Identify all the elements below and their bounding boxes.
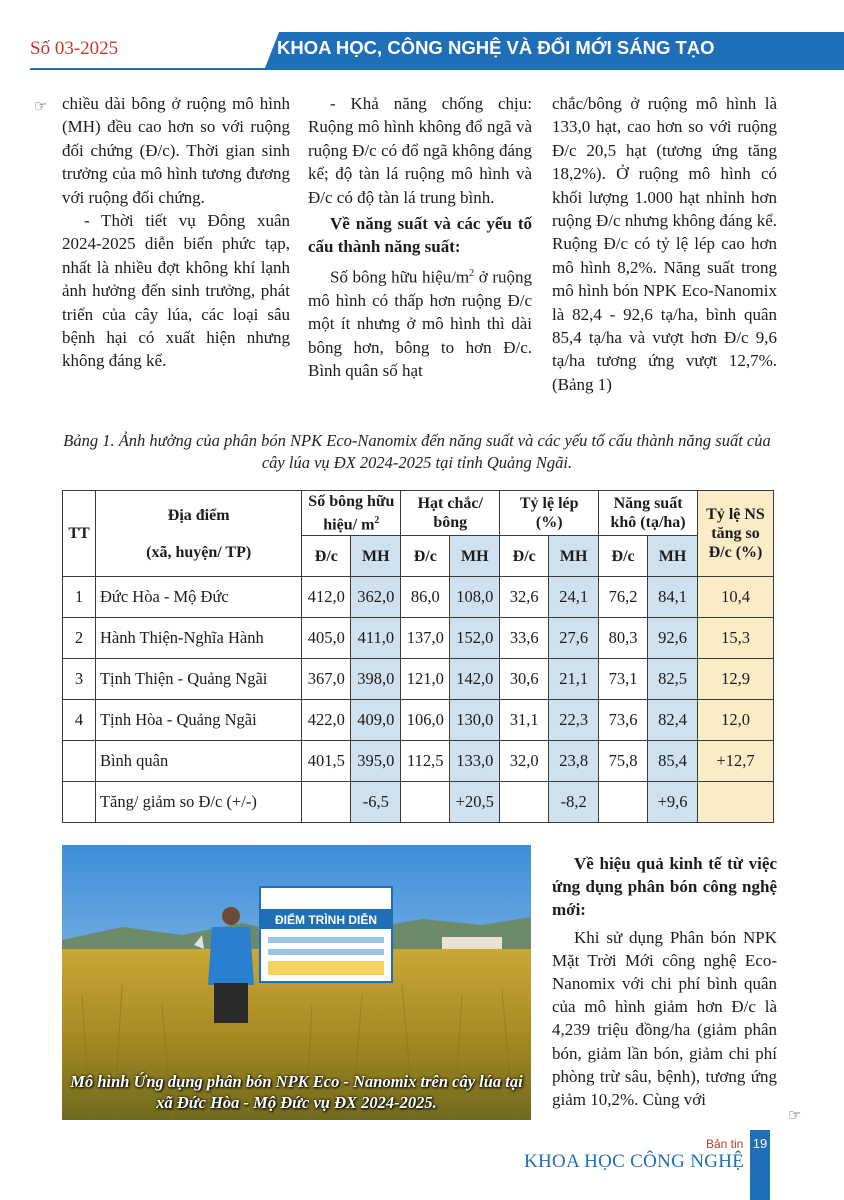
cell-location: Hành Thiện-Nghĩa Hành xyxy=(95,618,301,659)
header-empty-rate xyxy=(500,491,599,536)
cell-mh: +20,5 xyxy=(450,782,500,823)
cell-dc xyxy=(401,782,450,823)
cell-dc: 401,5 xyxy=(302,741,351,782)
cell-mh: 85,4 xyxy=(648,741,698,782)
cell-dc: 32,6 xyxy=(500,577,549,618)
header-grains-line1: Hạt chắc/ xyxy=(417,495,483,512)
header-grains-line2: bông xyxy=(433,514,468,531)
paragraph-part: ở ruộng mô hình có thấp hơn ruộng Đ/c một ít nhưng ở mô hình thì dài bông hơn, bông to hơn Đ/c. Bình quân số hạt xyxy=(308,267,532,381)
cell-mh: 82,4 xyxy=(648,700,698,741)
header-location-line1: Địa điểm xyxy=(167,506,230,524)
paragraph xyxy=(308,262,532,383)
cell-tt: 2 xyxy=(63,618,96,659)
header-dc: Đ/c xyxy=(599,536,648,577)
banner-title: ĐIỂM TRÌNH DIỄN xyxy=(275,913,377,927)
cell-dc: 86,0 xyxy=(401,577,450,618)
cell-dc: 121,0 xyxy=(401,659,450,700)
header-increase xyxy=(698,491,774,577)
header-yield-line2: khô (tạ/ha) xyxy=(610,514,686,531)
cell-dc: 33,6 xyxy=(500,618,549,659)
paragraph: - Thời tiết vụ Đông xuân 2024-2025 diễn biến phức tạp, nhất là nhiều đợt không khí lạnh ảnh hưởng đến sinh trưởng, phát triển của cây lúa, các loại sâu bệnh hại có xuất hiện nhưng không đáng kể. xyxy=(62,211,290,371)
cell-mh: 24,1 xyxy=(549,577,599,618)
cell-dc xyxy=(500,782,549,823)
cell-mh: 27,6 xyxy=(549,618,599,659)
superscript: 2 xyxy=(469,267,475,279)
text-column-2 xyxy=(308,92,532,383)
cell-dc: 412,0 xyxy=(302,577,351,618)
cell-mh: 92,6 xyxy=(648,618,698,659)
cell-mh: 130,0 xyxy=(450,700,500,741)
cell-mh: 84,1 xyxy=(648,577,698,618)
header-mh: MH xyxy=(351,536,401,577)
cell-mh: 21,1 xyxy=(549,659,599,700)
cell-increase: 12,0 xyxy=(698,700,774,741)
header-tt: TT xyxy=(63,491,96,577)
data-table xyxy=(62,490,774,823)
cell-tt xyxy=(63,782,96,823)
cell-dc: 31,1 xyxy=(500,700,549,741)
paragraph: - Khả năng chống chịu: Ruộng mô hình không đổ ngã và ruộng Đ/c có đổ ngã không đáng kể; độ tàn lá ruộng mô hình và Đ/c có độ tàn lá trung bình. xyxy=(308,94,532,207)
header-location-line2: (xã, huyện/ TP) xyxy=(146,543,252,561)
header-empty-line1: Tỷ lệ lép xyxy=(519,495,579,512)
hand-pointer-icon: ☞ xyxy=(34,99,48,115)
subheading: Về hiệu quả kinh tế từ việc ứng dụng phân bón công nghệ mới: xyxy=(552,854,777,920)
header-location xyxy=(95,491,301,577)
field-photo xyxy=(62,845,531,1120)
cell-location: Tịnh Thiện - Quảng Ngãi xyxy=(95,659,301,700)
cell-dc: 73,1 xyxy=(599,659,648,700)
cell-dc: 76,2 xyxy=(599,577,648,618)
header-dc: Đ/c xyxy=(500,536,549,577)
cell-dc: 112,5 xyxy=(401,741,450,782)
table-header-row xyxy=(63,491,774,536)
table-row xyxy=(63,577,774,618)
header-mh: MH xyxy=(549,536,599,577)
cell-tt: 3 xyxy=(63,659,96,700)
cell-dc xyxy=(302,782,351,823)
table-caption: Bảng 1. Ảnh hưởng của phân bón NPK Eco-Nanomix đến năng suất và các yếu tố cấu thành năng suất của cây lúa vụ ĐX 2024-2025 tại tỉnh Quảng Ngãi. xyxy=(63,431,771,472)
text-column-3 xyxy=(552,92,777,396)
cell-mh: +9,6 xyxy=(648,782,698,823)
cell-location: Tịnh Hòa - Quảng Ngãi xyxy=(95,700,301,741)
table-row xyxy=(63,782,774,823)
header-rule xyxy=(30,68,844,70)
header-panicles-line1: Số bông hữu xyxy=(308,492,395,510)
header-panicles xyxy=(302,491,401,536)
header-panicles-text: hiệu/ m xyxy=(323,516,375,534)
cell-mh: 411,0 xyxy=(351,618,401,659)
table-row xyxy=(63,659,774,700)
cell-tt: 1 xyxy=(63,577,96,618)
header-increase-line1: Tỷ lệ NS xyxy=(706,506,765,523)
table-row xyxy=(63,618,774,659)
table-row xyxy=(63,741,774,782)
header-mh: MH xyxy=(450,536,500,577)
footer-label: Bản tin xyxy=(706,1137,744,1151)
cell-mh: 82,5 xyxy=(648,659,698,700)
cell-mh: 362,0 xyxy=(351,577,401,618)
cell-mh: 23,8 xyxy=(549,741,599,782)
subheading: Về năng suất và các yếu tố cấu thành năng suất: xyxy=(308,214,532,257)
cell-dc: 367,0 xyxy=(302,659,351,700)
cell-dc: 422,0 xyxy=(302,700,351,741)
cell-dc: 106,0 xyxy=(401,700,450,741)
cell-increase: 10,4 xyxy=(698,577,774,618)
cell-mh: 398,0 xyxy=(351,659,401,700)
cell-dc: 73,6 xyxy=(599,700,648,741)
header-grains xyxy=(401,491,500,536)
section-banner xyxy=(265,32,844,68)
paragraph: Khi sử dụng Phân bón NPK Mặt Trời Mới công nghệ Eco-Nanomix với chi phí bình quân của mô hình giảm hơn Đ/c là 4,239 triệu đồng/ha (giảm phân bón, giảm lần bón, giảm chi phí phòng trừ sâu, bệnh), tương ứng giảm 10,2%. Cùng với xyxy=(552,927,777,1110)
header-empty-line2: (%) xyxy=(535,514,563,531)
header-panicles-line2 xyxy=(305,511,397,534)
paragraph: chiều dài bông ở ruộng mô hình (MH) đều cao hơn so với ruộng đối chứng (Đ/c). Thời gian sinh trưởng của mô hình tương đương với ruộng đối chứng. xyxy=(62,94,290,207)
header-increase-line2: tăng so xyxy=(711,525,760,542)
footer-publication-name: KHOA HỌC CÔNG NGHỆ xyxy=(524,1151,745,1172)
header-yield xyxy=(599,491,698,536)
cell-tt: 4 xyxy=(63,700,96,741)
cell-dc: 80,3 xyxy=(599,618,648,659)
cell-increase: 12,9 xyxy=(698,659,774,700)
cell-mh: 108,0 xyxy=(450,577,500,618)
cell-mh: 142,0 xyxy=(450,659,500,700)
cell-dc: 30,6 xyxy=(500,659,549,700)
cell-dc: 137,0 xyxy=(401,618,450,659)
cell-dc: 75,8 xyxy=(599,741,648,782)
cell-increase xyxy=(698,782,774,823)
cell-tt xyxy=(63,741,96,782)
header-dc: Đ/c xyxy=(401,536,450,577)
cell-mh: 22,3 xyxy=(549,700,599,741)
cell-mh: 395,0 xyxy=(351,741,401,782)
cell-mh: 152,0 xyxy=(450,618,500,659)
text-column-4 xyxy=(552,852,777,1111)
issue-number: Số 03-2025 xyxy=(30,38,119,59)
cell-dc: 32,0 xyxy=(500,741,549,782)
section-title: KHOA HỌC, CÔNG NGHỆ VÀ ĐỔI MỚI SÁNG TẠO xyxy=(277,37,715,58)
cell-increase: 15,3 xyxy=(698,618,774,659)
table-row xyxy=(63,700,774,741)
header-yield-line1: Năng suất xyxy=(613,495,683,512)
header-mh: MH xyxy=(648,536,698,577)
superscript: 2 xyxy=(374,514,380,526)
text-column-1 xyxy=(62,92,290,373)
paragraph: chắc/bông ở ruộng mô hình là 133,0 hạt, cao hơn so với ruộng Đ/c 20,5 hạt (tương ứng tăng 18,2%). Ở ruộng mô hình có khối lượng 1.000 hạt nhỉnh hơn ruộng Đ/c nhưng không đáng kể. Ruộng Đ/c có tỷ lệ lép cao hơn mô hình 8,2%. Năng suất trong mô hình bón NPK Eco-Nanomix là 82,4 - 92,6 tạ/ha, bình quân 85,4 tạ/ha và vượt hơn Đ/c 9,6 tạ/ha tương ứng vượt 12,7%. (Bảng 1) xyxy=(552,94,777,394)
cell-mh: 133,0 xyxy=(450,741,500,782)
hand-pointer-icon: ☞ xyxy=(788,1108,802,1124)
cell-mh: -6,5 xyxy=(351,782,401,823)
cell-increase: +12,7 xyxy=(698,741,774,782)
paragraph-part: Số bông hữu hiệu/m xyxy=(330,267,470,287)
cell-dc: 405,0 xyxy=(302,618,351,659)
header-dc: Đ/c xyxy=(302,536,351,577)
cell-dc xyxy=(599,782,648,823)
cell-mh: 409,0 xyxy=(351,700,401,741)
header-increase-line3: Đ/c (%) xyxy=(708,544,763,561)
cell-location: Đức Hòa - Mộ Đức xyxy=(95,577,301,618)
cell-mh: -8,2 xyxy=(549,782,599,823)
photo-caption: Mô hình Ứng dụng phân bón NPK Eco - Nanomix trên cây lúa tại xã Đức Hòa - Mộ Đức vụ ĐX 2024-2025. xyxy=(70,1072,523,1112)
cell-location: Tăng/ giảm so Đ/c (+/-) xyxy=(95,782,301,823)
cell-location: Bình quân xyxy=(95,741,301,782)
page-number: 19 xyxy=(752,1136,768,1151)
